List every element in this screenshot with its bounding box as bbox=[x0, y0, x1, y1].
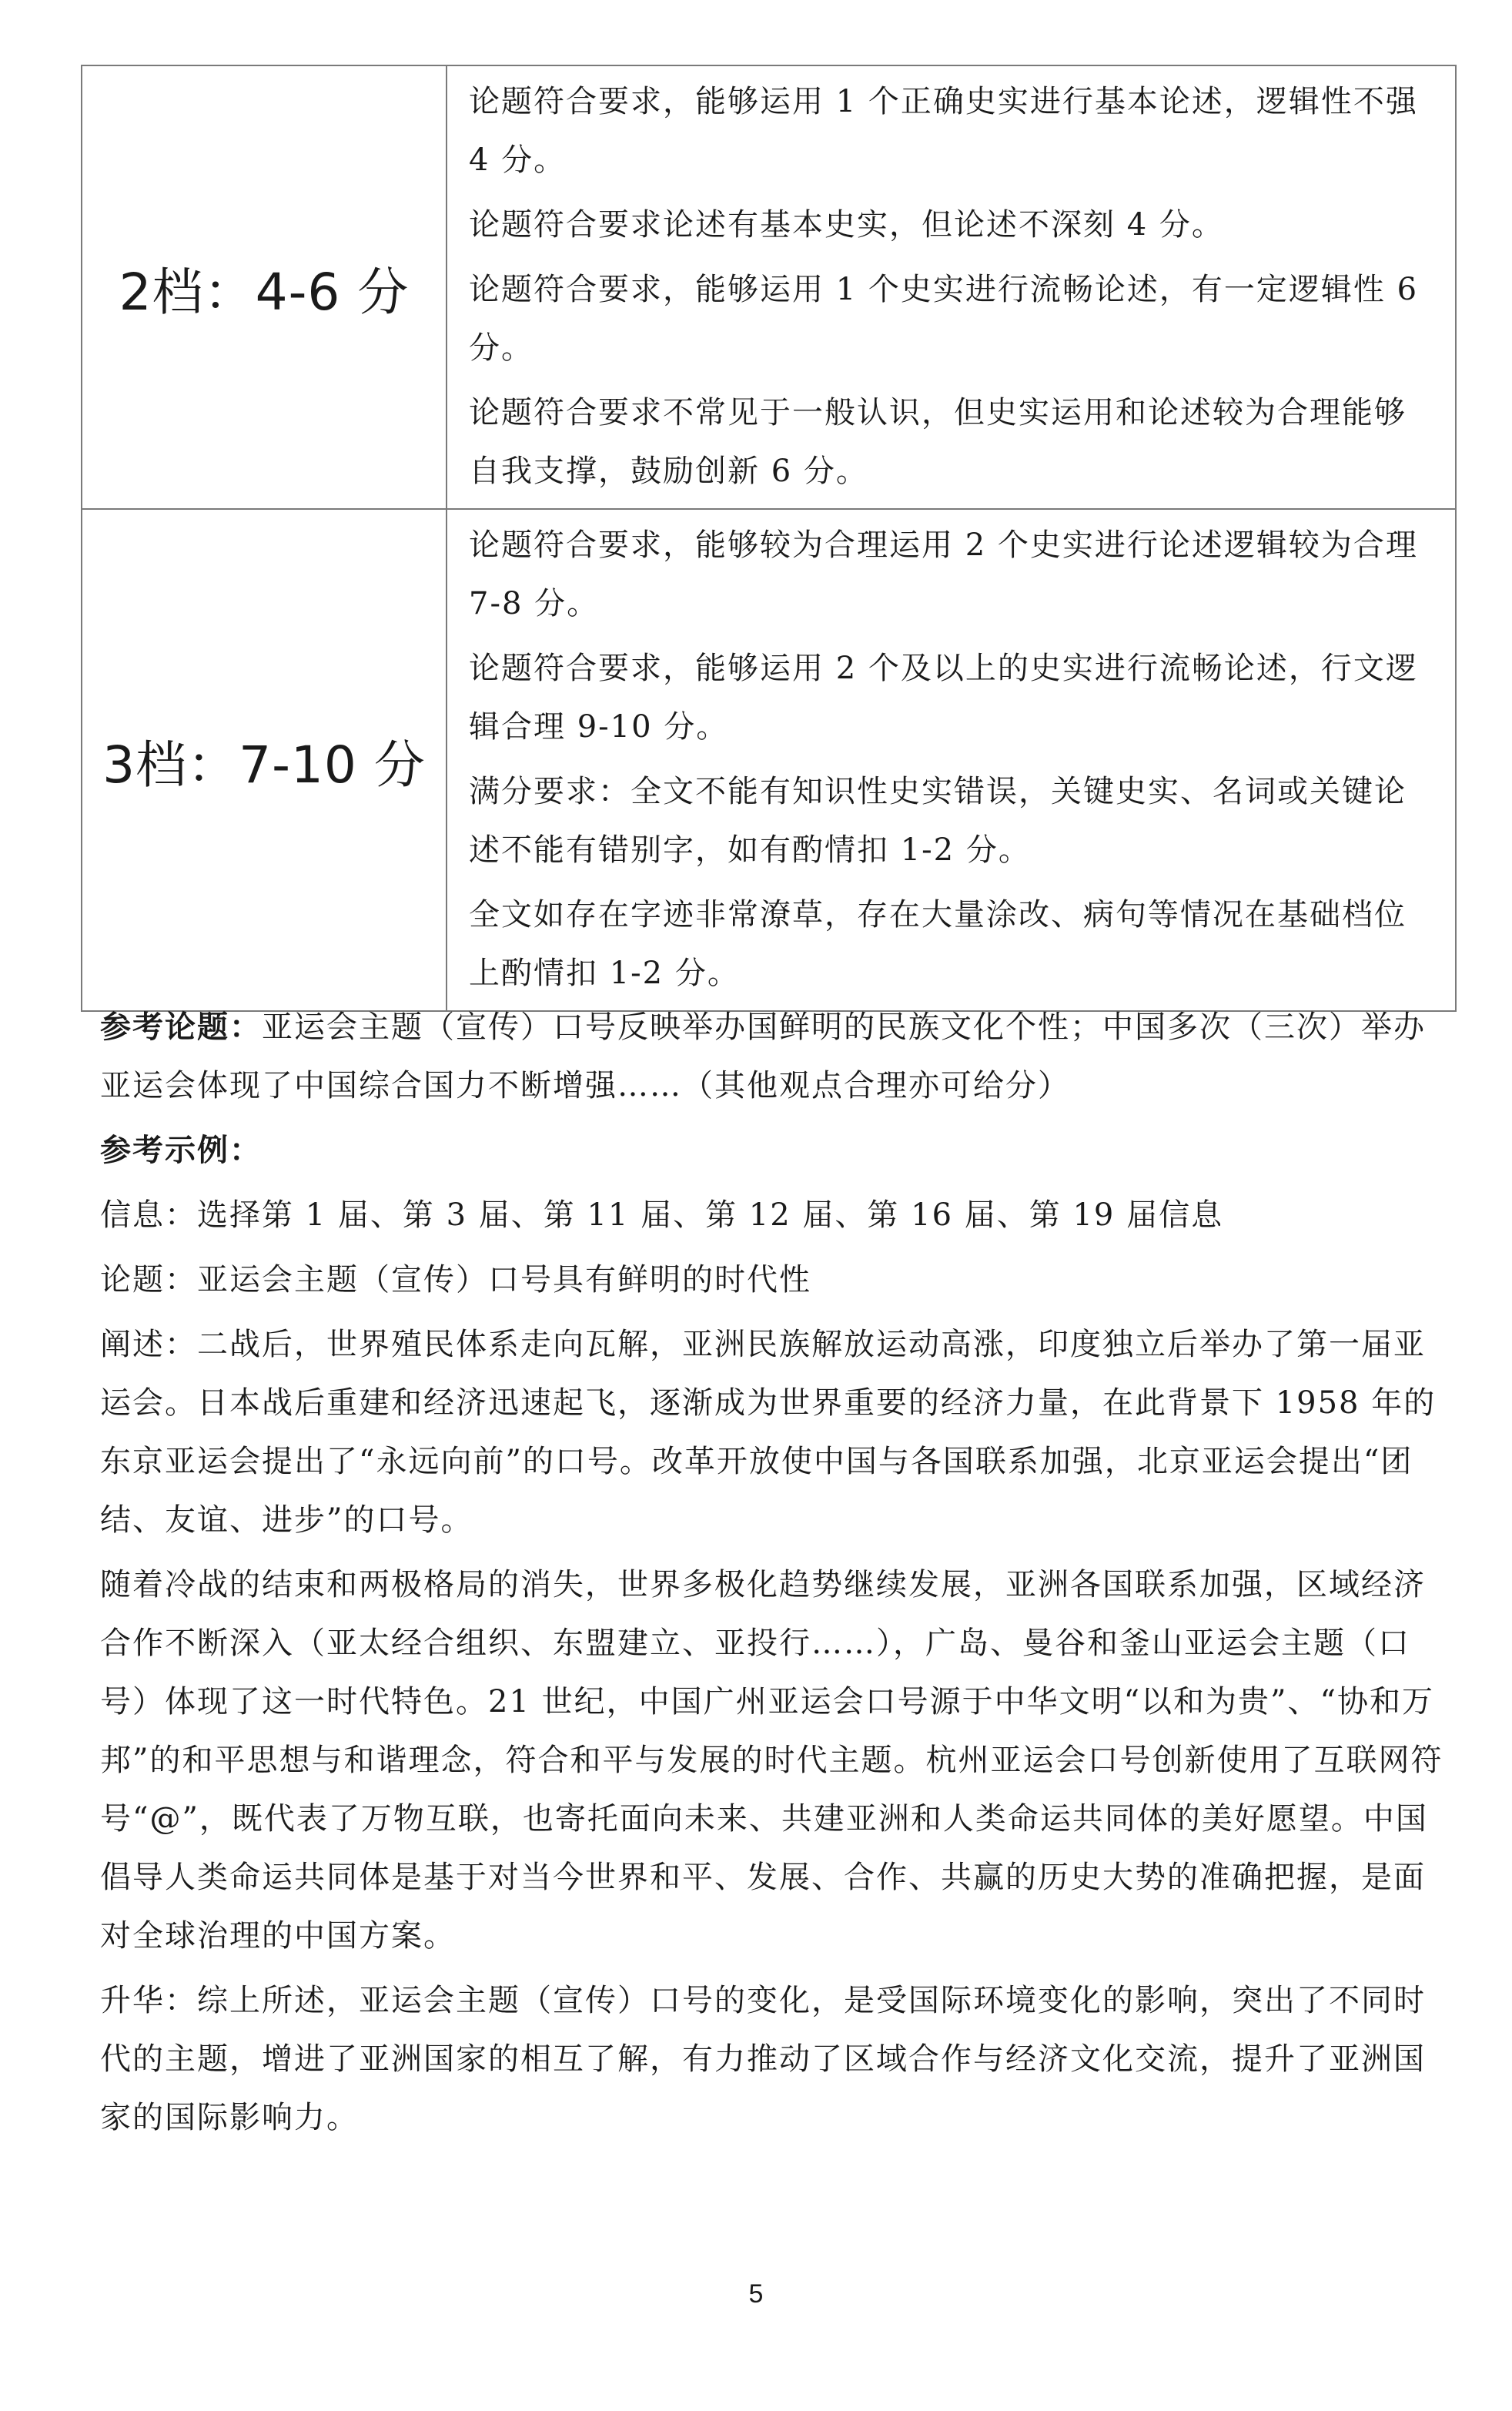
table-row bbox=[82, 509, 1456, 1011]
criterion-text: 满分要求：全文不能有知识性史实错误，关键史实、名词或关键论述不能有错别字，如有酌情扣 1-2 分。 bbox=[469, 774, 1407, 868]
reference-example-label: 参考示例： bbox=[100, 1133, 262, 1168]
reference-topic-text: 亚运会主题（宣传）口号反映举办国鲜明的民族文化个性；中国多次（三次）举办亚运会体现了中国综合国力不断增强……（其他观点合理亦可给分） bbox=[100, 1010, 1426, 1103]
reference-topic bbox=[100, 998, 1457, 1115]
reference-example-heading bbox=[100, 1121, 1457, 1180]
example-paragraph: 阐述：二战后，世界殖民体系走向瓦解，亚洲民族解放运动高涨，印度独立后举办了第一届亚运会。日本战后重建和经济迅速起飞，逐渐成为世界重要的经济力量，在此背景下 1958 年的东京亚运会提出了“永远向前”的口号。改革开放使中国与各国联系加强，北京亚运会提出“团结、友谊、进步”的口号。 bbox=[100, 1327, 1437, 1538]
example-paragraph: 论题：亚运会主题（宣传）口号具有鲜明的时代性 bbox=[100, 1262, 811, 1298]
tier-label: 2档：4-6 分 bbox=[82, 65, 447, 509]
criterion-text: 论题符合要求，能够较为合理运用 2 个史实进行论述逻辑较为合理 7-8 分。 bbox=[469, 527, 1418, 621]
tier-label: 3档：7-10 分 bbox=[82, 509, 447, 1011]
example-paragraph: 升华：综上所述，亚运会主题（宣传）口号的变化，是受国际环境变化的影响，突出了不同时代的主题，增进了亚洲国家的相互了解，有力推动了区域合作与经济文化交流，提升了亚洲国家的国际影响力。 bbox=[100, 1983, 1426, 2135]
tier-criteria bbox=[447, 509, 1456, 1011]
answer-body bbox=[100, 998, 1457, 2153]
reference-topic-label: 参考论题： bbox=[100, 1010, 262, 1045]
criterion-text: 论题符合要求，能够运用 1 个正确史实进行基本论述，逻辑性不强 4 分。 bbox=[469, 84, 1418, 178]
table-row bbox=[82, 65, 1456, 509]
page-number: 5 bbox=[748, 2279, 764, 2309]
example-paragraph: 信息：选择第 1 届、第 3 届、第 11 届、第 12 届、第 16 届、第 19 届信息 bbox=[100, 1197, 1224, 1233]
criterion-text: 论题符合要求，能够运用 2 个及以上的史实进行流畅论述，行文逻辑合理 9-10 分。 bbox=[469, 651, 1418, 745]
example-paragraph: 随着冷战的结束和两极格局的消失，世界多极化趋势继续发展，亚洲各国联系加强，区域经济合作不断深入（亚太经合组织、东盟建立、亚投行……），广岛、曼谷和釜山亚运会主题（口号）体现了这一时代特色。21 世纪，中国广州亚运会口号源于中华文明“以和为贵”、“协和万邦”的和平思想与和谐理念，符合和平与发展的时代主题。杭州亚运会口号创新使用了互联网符号“@”，既代表了万物互联，也寄托面向未来、共建亚洲和人类命运共同体的美好愿望。中国倡导人类命运共同体是基于对当今世界和平、发展、合作、共赢的历史大势的准确把握，是面对全球治理的中国方案。 bbox=[100, 1567, 1443, 1954]
criterion-text: 全文如存在字迹非常潦草，存在大量涂改、病句等情况在基础档位上酌情扣 1-2 分。 bbox=[469, 897, 1407, 991]
criterion-text: 论题符合要求论述有基本史实，但论述不深刻 4 分。 bbox=[469, 207, 1224, 243]
criterion-text: 论题符合要求，能够运用 1 个史实进行流畅论述，有一定逻辑性 6 分。 bbox=[469, 272, 1419, 366]
criterion-text: 论题符合要求不常见于一般认识，但史实运用和论述较为合理能够自我支撑，鼓励创新 6 分。 bbox=[469, 395, 1407, 489]
tier-criteria bbox=[447, 65, 1456, 509]
scoring-table bbox=[81, 65, 1457, 1012]
